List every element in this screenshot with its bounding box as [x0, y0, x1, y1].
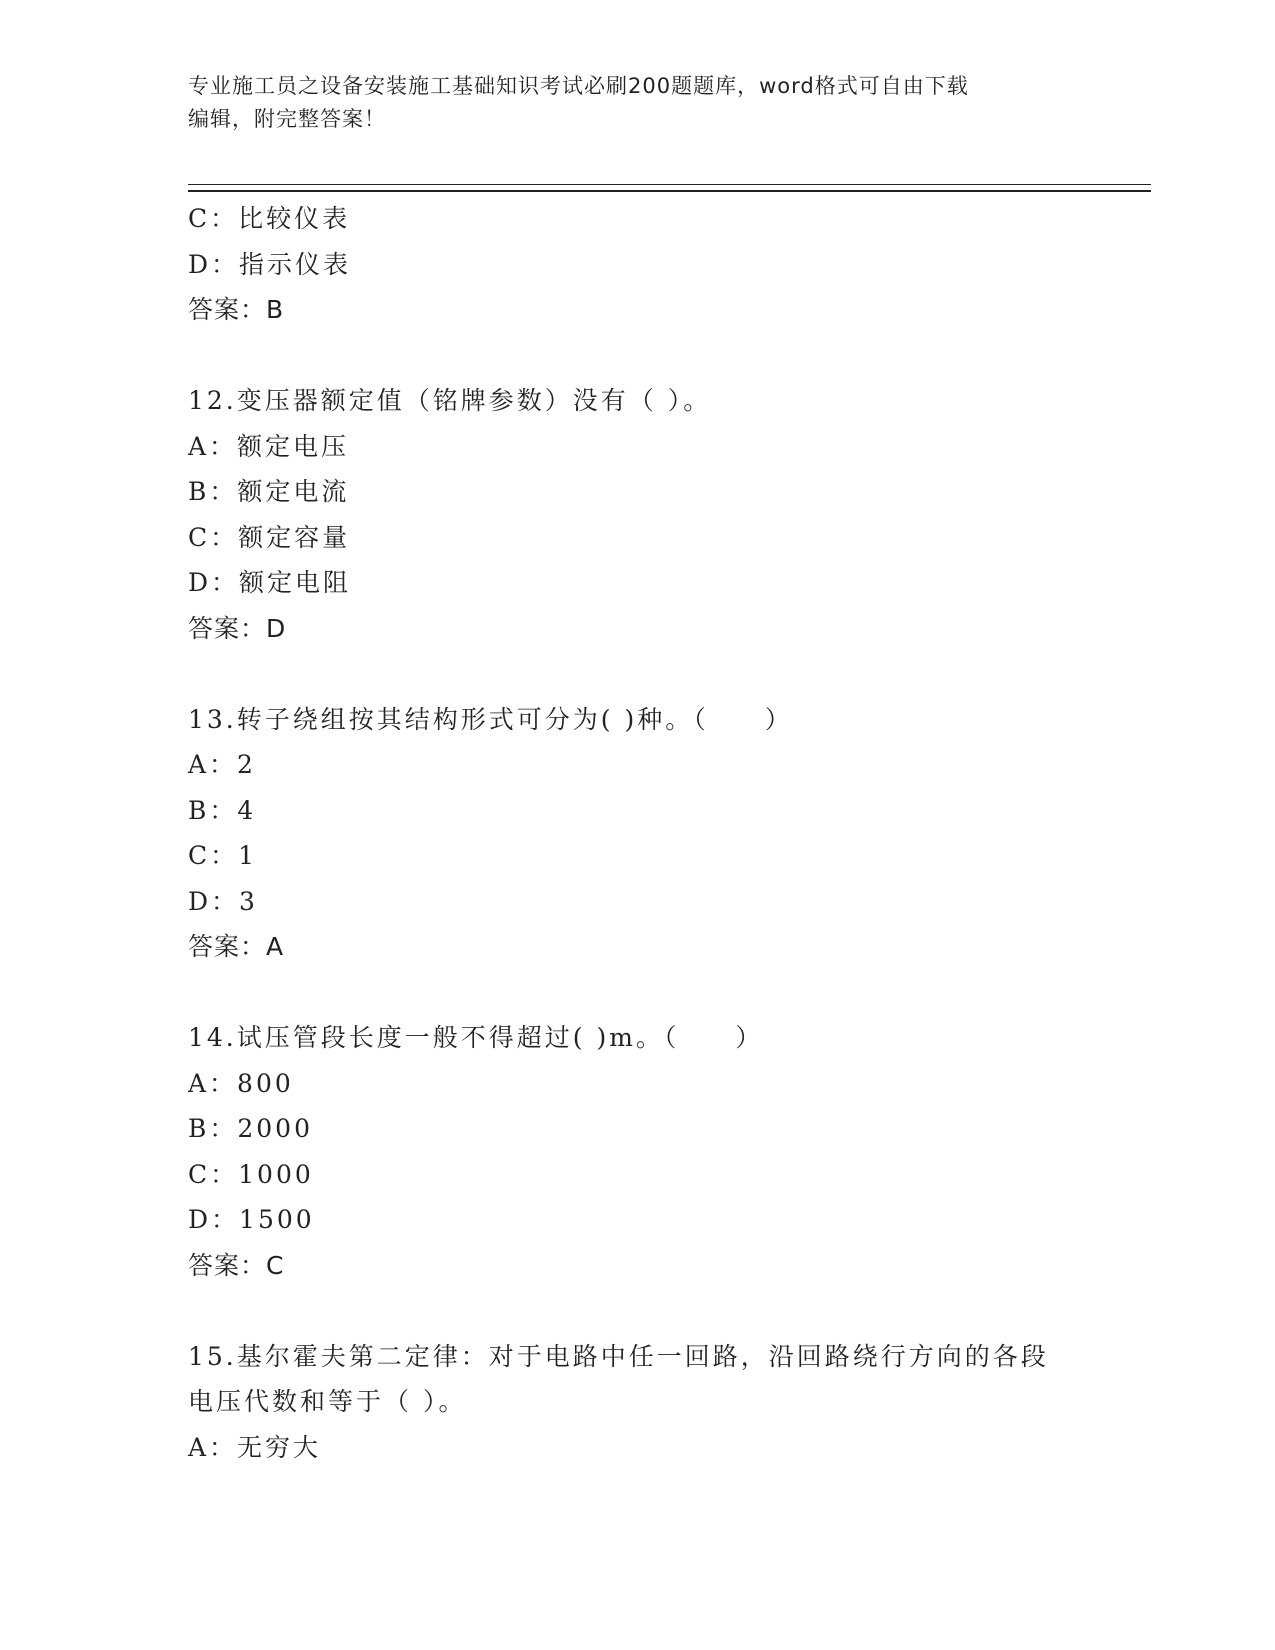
- option-d: D：指示仪表: [188, 249, 352, 279]
- prev-question: [188, 196, 1148, 333]
- option-d: D：额定电阻: [188, 568, 352, 597]
- option-b: B：2000: [188, 1114, 313, 1143]
- option-a: A：800: [188, 1068, 294, 1098]
- question-15: [188, 1334, 1148, 1471]
- spacer: [188, 1288, 1148, 1334]
- spacer: [188, 333, 1148, 379]
- question-stem-line-2: 电压代数和等于（ ）。: [188, 1387, 467, 1416]
- option-a: A：无穷大: [188, 1432, 322, 1462]
- question-stem-line-1: 15.基尔霍夫第二定律：对于电路中任一回路，沿回路绕行方向的各段: [188, 1341, 1049, 1371]
- spacer: [188, 970, 1148, 1016]
- document-page: [188, 70, 1148, 1470]
- option-c: C：比较仪表: [188, 204, 351, 233]
- question-list: [188, 196, 1148, 1470]
- question-12: [188, 378, 1148, 651]
- option-b: B：额定电流: [188, 477, 350, 506]
- question-13: [188, 697, 1148, 970]
- option-d: D：1500: [188, 1205, 315, 1234]
- answer-text: 答案：B: [188, 295, 285, 324]
- option-d: D：3: [188, 886, 258, 916]
- question-14: [188, 1015, 1148, 1288]
- document-title-line-2: 编辑，附完整答案！: [188, 107, 386, 131]
- option-a: A：额定电压: [188, 431, 350, 461]
- question-stem: 14.试压管段长度一般不得超过( )m。（ ）: [188, 1023, 764, 1052]
- answer-text: 答案：D: [188, 613, 287, 643]
- question-stem: 12.变压器额定值（铭牌参数）没有（ ）。: [188, 386, 712, 415]
- answer-text: 答案：C: [188, 1250, 285, 1280]
- document-title-line-1: 专业施工员之设备安装施工基础知识考试必刷200题题库，word格式可自由下载: [188, 74, 969, 98]
- option-c: C：1: [188, 841, 258, 870]
- question-stem: 13.转子绕组按其结构形式可分为( )种。（ ）: [188, 704, 793, 734]
- answer-text: 答案：A: [188, 932, 285, 961]
- option-c: C：额定容量: [188, 522, 351, 552]
- option-b: B：4: [188, 795, 257, 825]
- option-a: A：2: [188, 750, 256, 779]
- header-divider: [188, 184, 1151, 192]
- option-c: C：1000: [188, 1159, 314, 1189]
- spacer: [188, 651, 1148, 697]
